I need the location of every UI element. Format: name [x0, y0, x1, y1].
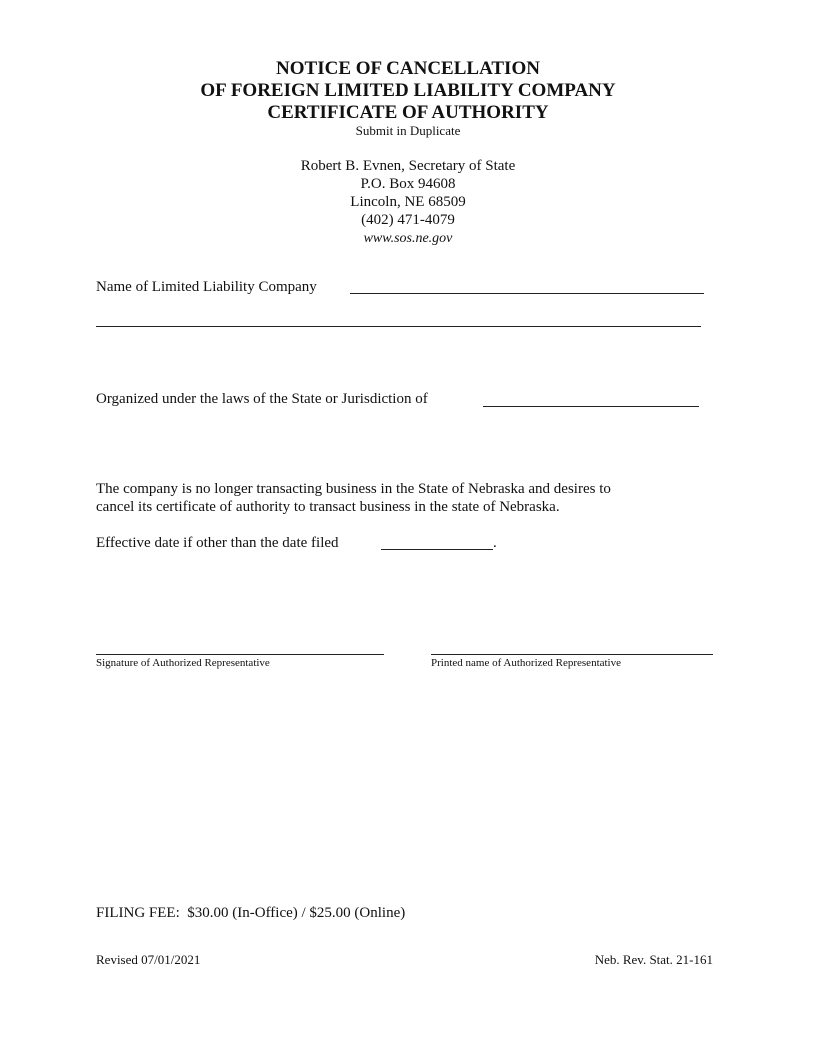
jurisdiction-label: Organized under the laws of the State or Jurisdiction of [96, 391, 428, 407]
office-city: Lincoln, NE 68509 [350, 194, 466, 210]
filing-fee [96, 904, 405, 922]
filing-fee-label: FILING FEE: [96, 905, 180, 921]
printed-name-line[interactable] [431, 654, 713, 655]
effective-date-suffix: . [493, 535, 497, 551]
statement-line-2: cancel its certificate of authority to transact business in the state of Nebraska. [96, 499, 560, 515]
form-title-line-1: NOTICE OF CANCELLATION [276, 58, 540, 79]
submit-note: Submit in Duplicate [355, 123, 461, 138]
office-website: www.sos.ne.gov [363, 231, 453, 246]
statement-line-1: The company is no longer transacting business in the State of Nebraska and desires to [96, 481, 611, 497]
jurisdiction-line[interactable] [483, 406, 699, 407]
company-name-line-2[interactable] [96, 326, 701, 327]
signature-line[interactable] [96, 654, 384, 655]
effective-date-label: Effective date if other than the date filed [96, 535, 339, 551]
company-name-line[interactable] [350, 293, 704, 294]
filing-fee-amount: $30.00 (In-Office) / $25.00 (Online) [187, 905, 406, 921]
effective-date-line[interactable] [381, 549, 493, 550]
office-po-box: P.O. Box 94608 [360, 176, 456, 192]
printed-name-label: Printed name of Authorized Representative [431, 657, 621, 669]
form-title-line-3: CERTIFICATE OF AUTHORITY [267, 102, 549, 123]
office-phone: (402) 471-4079 [361, 212, 455, 228]
statute-reference: Neb. Rev. Stat. 21-161 [594, 952, 713, 967]
signature-label: Signature of Authorized Representative [96, 657, 270, 669]
office-name: Robert B. Evnen, Secretary of State [300, 158, 516, 174]
revised-date: Revised 07/01/2021 [96, 952, 201, 967]
form-title-line-2: OF FOREIGN LIMITED LIABILITY COMPANY [200, 80, 616, 101]
company-name-label: Name of Limited Liability Company [96, 279, 317, 295]
